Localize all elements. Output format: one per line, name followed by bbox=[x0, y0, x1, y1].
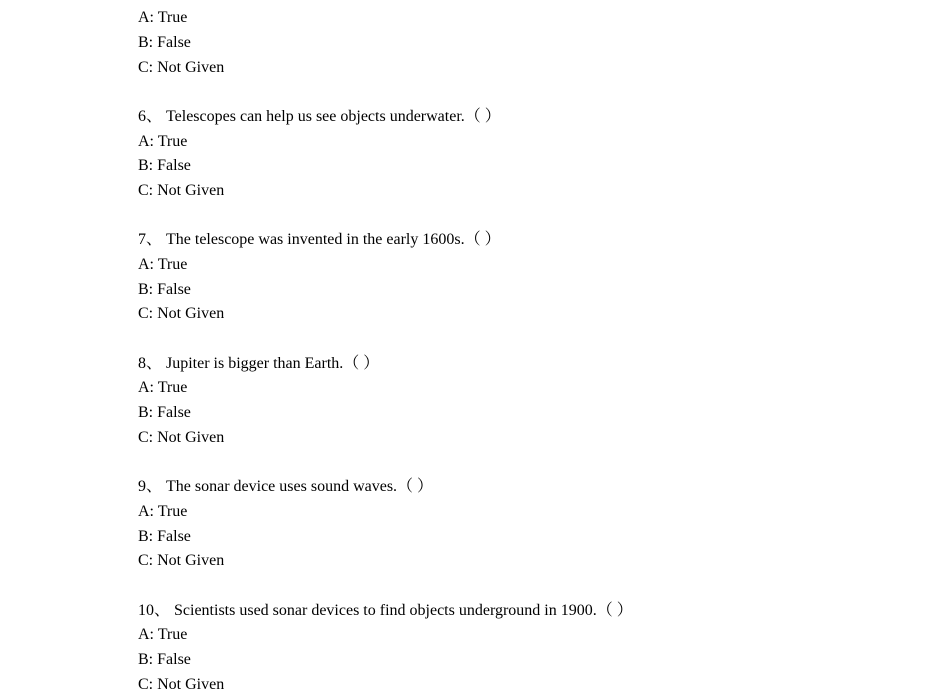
question-10-prompt: 10、 Scientists used sonar devices to find objects underground in 1900.（ ） bbox=[138, 602, 633, 619]
question-9-prompt: 9、 The sonar device uses sound waves.（ ） bbox=[138, 478, 434, 495]
option-a-true: A: True bbox=[138, 503, 188, 520]
option-a-true: A: True bbox=[138, 9, 188, 26]
option-c-not-given: C: Not Given bbox=[138, 676, 225, 693]
question-8-prompt: 8、 Jupiter is bigger than Earth.（ ） bbox=[138, 355, 380, 372]
option-b-false: B: False bbox=[138, 157, 191, 174]
question-6-prompt: 6、 Telescopes can help us see objects underwater.（ ） bbox=[138, 108, 501, 125]
option-b-false: B: False bbox=[138, 281, 191, 298]
option-b-false: B: False bbox=[138, 34, 191, 51]
option-c-not-given: C: Not Given bbox=[138, 182, 225, 199]
option-c-not-given: C: Not Given bbox=[138, 429, 225, 446]
option-a-true: A: True bbox=[138, 379, 188, 396]
option-a-true: A: True bbox=[138, 256, 188, 273]
option-c-not-given: C: Not Given bbox=[138, 59, 225, 76]
question-7-prompt: 7、 The telescope was invented in the early 1600s.（ ） bbox=[138, 231, 501, 248]
option-b-false: B: False bbox=[138, 404, 191, 421]
option-c-not-given: C: Not Given bbox=[138, 552, 225, 569]
option-c-not-given: C: Not Given bbox=[138, 305, 225, 322]
option-b-false: B: False bbox=[138, 528, 191, 545]
option-a-true: A: True bbox=[138, 626, 188, 643]
option-a-true: A: True bbox=[138, 133, 188, 150]
option-b-false: B: False bbox=[138, 651, 191, 668]
